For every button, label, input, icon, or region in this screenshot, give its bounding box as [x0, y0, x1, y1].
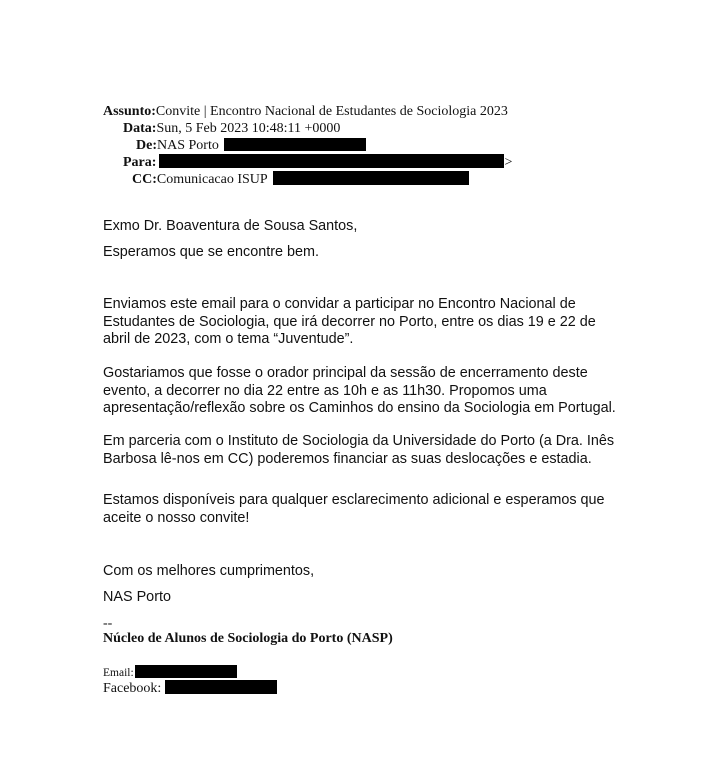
date-line — [123, 120, 340, 137]
to-label: Para: — [123, 155, 157, 170]
closing: Com os melhores cumprimentos, — [103, 563, 315, 579]
subject-value: Convite | Encontro Nacional de Estudantes de Sociologia 2023 — [155, 104, 508, 119]
wellwish: Esperamos que se encontre bem. — [103, 244, 319, 260]
cc-label: CC: — [132, 172, 157, 187]
paragraph-speaker: Gostariamos que fosse o orador principal da sessão de encerramento deste evento, a decorrer no dia 22 entre as 10h e as 11h30. Propomos uma apresentação/reflexão sobre os Caminhos do ensino da Sociologia em Portugal. — [103, 365, 616, 416]
redacted-block — [159, 154, 504, 168]
from-label: De: — [136, 138, 157, 153]
date-value: Sun, 5 Feb 2023 10:48:11 +0000 — [156, 121, 341, 136]
organization-name: Núcleo de Alunos de Sociologia do Porto (NASP) — [103, 631, 393, 646]
to-suffix: > — [504, 155, 513, 170]
from-line — [136, 137, 366, 154]
signature-separator: -- — [103, 616, 113, 631]
redacted-block — [135, 665, 237, 678]
cc-line — [132, 171, 469, 188]
redacted-block — [224, 138, 366, 151]
from-value: NAS Porto — [157, 138, 219, 153]
redacted-block — [273, 171, 469, 185]
subject-label: Assunto: — [103, 104, 156, 119]
cc-value: Comunicacao ISUP — [156, 172, 268, 187]
paragraph-invitation: Enviamos este email para o convidar a participar no Encontro Nacional de Estudantes de Sociologia, que irá decorrer no Porto, entre os dias 19 e 22 de abril de 2023, com o tema “Juventude”. — [103, 296, 596, 347]
date-label: Data: — [123, 121, 157, 136]
paragraph-funding: Em parceria com o Instituto de Sociologia da Universidade do Porto (a Dra. Inês Barbosa lê-nos em CC) poderemos financiar as suas deslocações e estadia. — [103, 433, 615, 467]
paragraph-availability: Estamos disponíveis para qualquer esclarecimento adicional e esperamos que aceite o nosso convite! — [103, 492, 605, 526]
subject-line — [103, 103, 508, 120]
greeting: Exmo Dr. Boaventura de Sousa Santos, — [103, 218, 358, 234]
to-line — [123, 154, 512, 171]
email-label: Email: — [103, 667, 134, 679]
sender-name: NAS Porto — [103, 589, 171, 605]
facebook-label: Facebook: — [103, 681, 162, 696]
email-line — [103, 665, 237, 679]
facebook-line — [103, 680, 277, 697]
redacted-block — [165, 680, 277, 694]
